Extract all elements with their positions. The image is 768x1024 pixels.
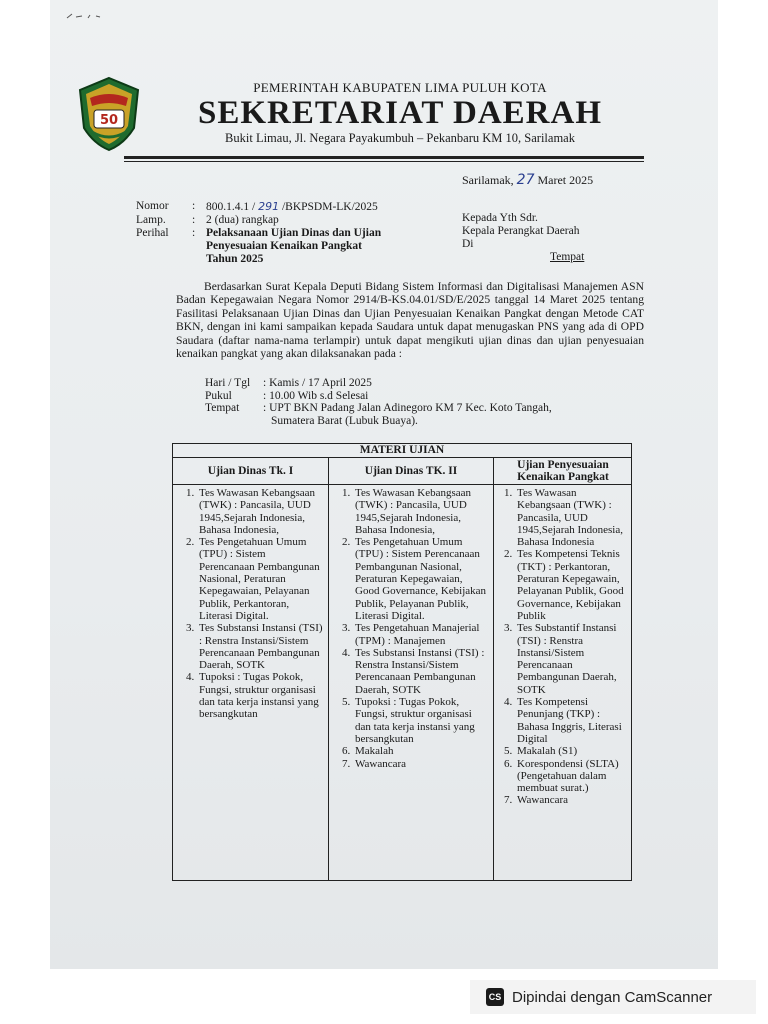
government-name: PEMERINTAH KABUPATEN LIMA PULUH KOTA xyxy=(253,80,547,95)
col-header-dinas-2: Ujian Dinas TK. II xyxy=(364,464,458,477)
list-item: 5. Tupoksi : Tugas Pokok, Fungsi, struktur organisasi dan tata kerja instansi yang bersangkutan xyxy=(353,696,489,745)
list-item: 7. Wawancara xyxy=(353,758,489,770)
list-item: 2. Tes Pengetahuan Umum (TPU) : Sistem Perencanaan Pembangunan Nasional, Peraturan Kepegawaian, Pelayanan Publik, Perkantoran, Literasi Digital. xyxy=(197,536,323,622)
list-item: 3. Tes Pengetahuan Manajerial (TPM) : Manajemen xyxy=(353,622,489,647)
list-item: 2. Tes Pengetahuan Umum (TPU) : Sistem Perencanaan Pembangunan Nasional, Peraturan Kepegawaian, Good Governance, Kebijakan Publik, Pelayanan Publik, Literasi Digital. xyxy=(353,536,489,622)
list-item: 1. Tes Wawasan Kebangsaan (TWK) : Pancasila, UUD 1945,Sejarah Indonesia, Bahasa Indonesia xyxy=(515,487,629,548)
col-header-dinas-1: Ujian Dinas Tk. I xyxy=(207,464,294,477)
scan-mark xyxy=(66,12,106,20)
letter-body: Berdasarkan Surat Kepala Deputi Bidang Sistem Informasi dan Digitalisasi Manajemen ASN Badan Kepegawaian Negara Nomor 2914/B-KS.04.01/SD/E/2025 tanggal 14 Maret 2025 tentang Fasilitasi Pelaksanaan Ujian Dinas dan Ujian Penyesuaian Kenaikan Pangkat dengan Metode CAT BKN, dengan ini kami sampaikan kepada Saudara untuk dapat menugaskan PNS yang ada di OPD Saudara (daftar nama-nama terlampir) untuk dapat mengikuti ujian dinas dan ujian penyesuaian kenaikan pangkat yang akan dilaksanakan pada : xyxy=(176,280,644,361)
letterhead xyxy=(60,70,640,160)
camscanner-icon: CS xyxy=(486,988,504,1006)
col-dinas-1 xyxy=(175,487,323,721)
list-item: 3. Tes Substantif Instansi (TSI) : Renstra Instansi/Sistem Perencanaan Pembangunan Daerah, SOTK xyxy=(515,622,629,696)
list-item: 6. Korespondensi (SLTA) (Pengetahuan dalam membuat surat.) xyxy=(515,758,629,795)
list-item: 4. Tes Kompetensi Penunjang (TKP) : Bahasa Inggris, Literasi Digital xyxy=(515,696,629,745)
exam-schedule: Hari / Tgl : Kamis / 17 April 2025 Pukul : 10.00 Wib s.d Selesai Tempat : UPT BKN Padang Jalan Adinegoro KM 7 Kec. Koto Tangah, Sumatera Barat (Lubuk Buaya). xyxy=(205,377,552,427)
list-item: 7. Wawancara xyxy=(515,794,629,806)
letter-date: Sarilamak, 27 Maret 2025 xyxy=(462,172,594,188)
col-dinas-2 xyxy=(331,487,489,770)
handwritten-number: 291 xyxy=(258,200,280,213)
list-item: 2. Tes Kompetensi Teknis (TKT) : Perkantoran, Peraturan Kepegawain, Pelayanan Publik, Good Governance, Kebijakan Publik xyxy=(515,548,629,622)
list-item: 4. Tupoksi : Tugas Pokok, Fungsi, struktur organisasi dan tata kerja instansi yang bersangkutan xyxy=(197,671,323,720)
exam-table-title: MATERI UJIAN xyxy=(173,444,631,458)
office-address: Bukit Limau, Jl. Negara Payakumbuh – Pekanbaru KM 10, Sarilamak xyxy=(225,131,575,145)
camscanner-watermark xyxy=(470,980,756,1014)
svg-text:50: 50 xyxy=(99,113,119,128)
letterhead-rule xyxy=(124,156,644,159)
list-item: 4. Tes Substansi Instansi (TSI) : Renstra Instansi/Sistem Perencanaan Pembangunan Daerah, SOTK xyxy=(353,647,489,696)
letterhead-rule-thin xyxy=(124,161,644,162)
col-penyesuaian xyxy=(493,487,629,807)
list-item: 1. Tes Wawasan Kebangsaan (TWK) : Pancasila, UUD 1945,Sejarah Indonesia, Bahasa Indonesia, xyxy=(197,487,323,536)
office-name: SEKRETARIAT DAERAH xyxy=(198,95,602,131)
list-item: 1. Tes Wawasan Kebangsaan (TWK) : Pancasila, UUD 1945,Sejarah Indonesia, Bahasa Indonesia, xyxy=(353,487,489,536)
col-header-penyesuaian: Ujian Penyesuaian Kenaikan Pangkat xyxy=(517,458,609,483)
recipient-block: Kepada Yth Sdr. Kepala Perangkat Daerah Di Tempat xyxy=(462,212,585,263)
camscanner-label: Dipindai dengan CamScanner xyxy=(512,988,713,1006)
handwritten-day: 27 xyxy=(516,172,535,188)
regency-emblem-icon xyxy=(76,76,142,152)
list-item: 5. Makalah (S1) xyxy=(515,745,629,757)
list-item: 3. Tes Substansi Instansi (TSI) : Renstra Instansi/Sistem Perencanaan Pembangunan Daerah, SOTK xyxy=(197,622,323,671)
letter-meta: Nomor : 800.1.4.1 / 291 /BKPSDM-LK/2025 Lamp. : 2 (dua) rangkap Perihal : Pelaksanaan Ujian Dinas dan Ujian Penyesuaian Kenaikan Pangkat Tahun 2025 xyxy=(136,200,382,265)
exam-materials-table xyxy=(172,443,632,881)
list-item: 6. Makalah xyxy=(353,745,489,757)
